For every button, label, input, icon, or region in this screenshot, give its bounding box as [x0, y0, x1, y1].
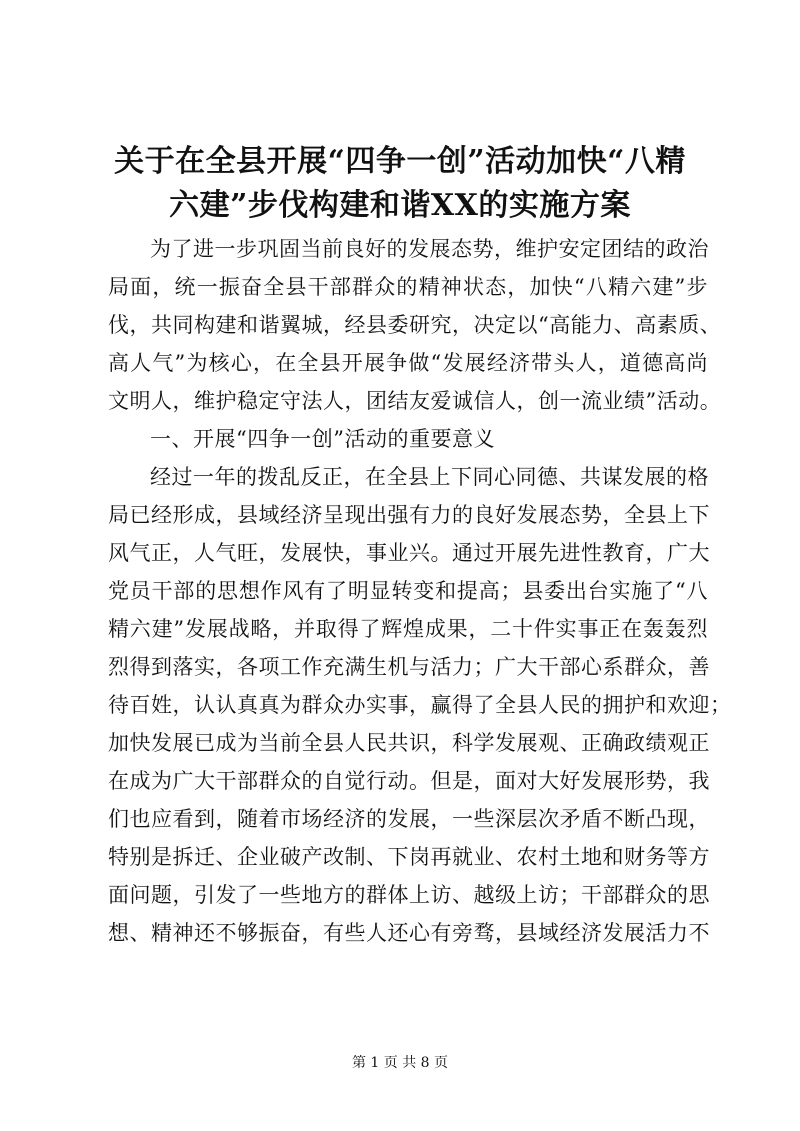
body-line: 高人气”为核心，在全县开展争做“发展经济带头人，道德高尚 [108, 351, 708, 375]
body-line: 党员干部的思想作风有了明显转变和提高；县委出台实施了“八 [108, 579, 708, 603]
body-line: 想、精神还不够振奋，有些人还心有旁骛，县域经济发展活力不 [108, 921, 710, 945]
body-line: 经过一年的拨乱反正，在全县上下同心同德、共谋发展的格 [150, 465, 709, 489]
body-line: 特别是拆迁、企业破产改制、下岗再就业、农村土地和财务等方 [108, 845, 710, 869]
body-line: 风气正，人气旺，发展快，事业兴。通过开展先进性教育，广大 [108, 541, 710, 565]
body-line: 烈得到落实，各项工作充满生机与活力；广大干部心系群众，善 [108, 655, 710, 679]
title-line-1: 关于在全县开展“四争一创”活动加快“八精 [114, 144, 686, 179]
body-line: 们也应看到，随着市场经济的发展，一些深层次矛盾不断凸现， [108, 807, 710, 831]
document-body [108, 230, 732, 952]
section-heading: 一、开展“四争一创”活动的重要意义 [150, 427, 495, 451]
body-line: 伐，共同构建和谐翼城，经县委研究，决定以“高能力、高素质、 [108, 313, 722, 337]
body-line: 为了进一步巩固当前良好的发展态势，维护安定团结的政治 [150, 237, 709, 261]
page-footer: 第 1 页 共 8 页 [351, 1055, 449, 1071]
body-line: 精六建”发展战略，并取得了辉煌成果，二十件实事正在轰轰烈 [108, 617, 708, 641]
body-line: 文明人，维护稳定守法人，团结友爱诚信人，创一流业绩”活动。 [108, 389, 722, 413]
body-line: 在成为广大干部群众的自觉行动。但是，面对大好发展形势，我 [108, 769, 710, 793]
body-line: 局已经形成，县域经济呈现出强有力的良好发展态势，全县上下 [108, 503, 710, 527]
document-title [100, 140, 700, 228]
body-line: 待百姓，认认真真为群众办实事，赢得了全县人民的拥护和欢迎； [108, 693, 732, 717]
title-line-2: 六建”步伐构建和谐XX的实施方案 [169, 188, 631, 223]
body-line: 加快发展已成为当前全县人民共识，科学发展观、正确政绩观正 [108, 731, 710, 755]
body-line: 面问题，引发了一些地方的群体上访、越级上访；干部群众的思 [108, 883, 710, 907]
body-line: 局面，统一振奋全县干部群众的精神状态，加快“八精六建”步 [108, 275, 708, 299]
